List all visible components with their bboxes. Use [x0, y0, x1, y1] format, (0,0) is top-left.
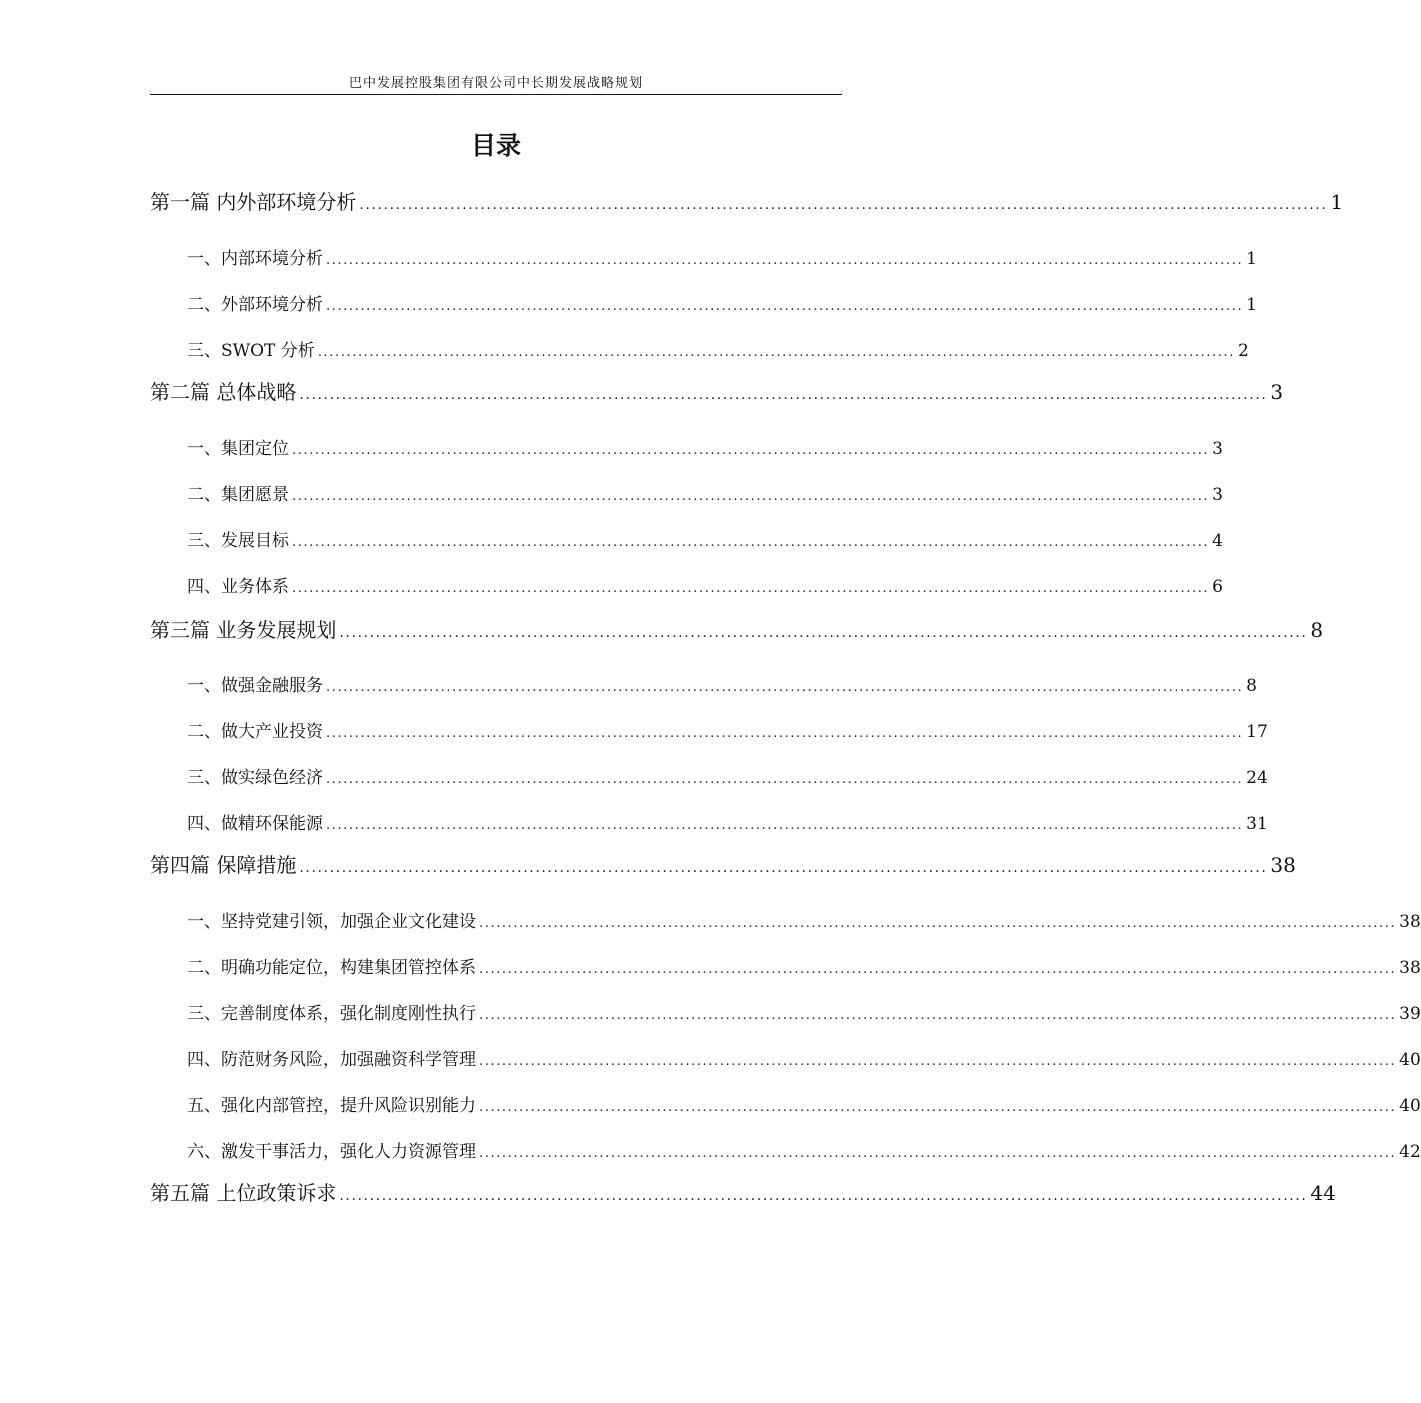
- toc-leader-dots: ................................................................................................................................................................: [317, 345, 1235, 360]
- toc-page-number: 4: [1212, 531, 1223, 551]
- toc-entry-title: 第五篇 上位政策诉求: [150, 1181, 337, 1205]
- toc-section[interactable]: [187, 907, 1421, 932]
- toc-page-number: 8: [1246, 676, 1257, 696]
- toc-entry-title: 三、做实绿色经济: [187, 768, 323, 788]
- toc-entry-title: 二、外部环境分析: [187, 295, 323, 315]
- toc-page-number: 3: [1212, 485, 1223, 505]
- toc-leader-dots: ................................................................................................................................................................: [339, 625, 1308, 641]
- toc-entry-title: 一、集团定位: [187, 439, 289, 459]
- toc-leader-dots: ................................................................................................................................................................: [479, 1054, 1397, 1069]
- toc-leader-dots: ................................................................................................................................................................: [326, 726, 1244, 741]
- toc-page-number: 17: [1246, 722, 1268, 742]
- toc-part-2[interactable]: [150, 376, 1284, 405]
- toc-leader-dots: ................................................................................................................................................................: [299, 860, 1268, 876]
- toc-page-number: 3: [1212, 439, 1223, 459]
- toc-entry-title: 第一篇 内外部环境分析: [150, 190, 357, 214]
- toc-leader-dots: ................................................................................................................................................................: [326, 299, 1244, 314]
- toc-entry-title: 四、防范财务风险，加强融资科学管理: [187, 1050, 476, 1070]
- toc-entry-title: 第二篇 总体战略: [150, 380, 297, 404]
- toc-leader-dots: ................................................................................................................................................................: [299, 387, 1268, 403]
- toc-entry-title: 五、强化内部管控，提升风险识别能力: [187, 1096, 476, 1116]
- toc-section[interactable]: [187, 526, 1223, 551]
- toc-entry-title: 一、坚持党建引领，加强企业文化建设: [187, 912, 476, 932]
- toc-page-number: 3: [1270, 380, 1284, 404]
- toc-leader-dots: ................................................................................................................................................................: [479, 1146, 1397, 1161]
- toc-section[interactable]: [187, 763, 1268, 788]
- toc-page-number: 1: [1246, 249, 1257, 269]
- toc-leader-dots: ................................................................................................................................................................: [479, 1100, 1397, 1115]
- toc-leader-dots: ................................................................................................................................................................: [292, 581, 1210, 596]
- toc-leader-dots: ................................................................................................................................................................: [292, 535, 1210, 550]
- toc-section[interactable]: [187, 717, 1268, 742]
- toc-leader-dots: ................................................................................................................................................................: [292, 443, 1210, 458]
- toc-section[interactable]: [187, 244, 1257, 269]
- toc-entry-title: 四、做精环保能源: [187, 814, 323, 834]
- toc-leader-dots: ................................................................................................................................................................: [479, 1008, 1397, 1023]
- toc-leader-dots: ................................................................................................................................................................: [326, 680, 1244, 695]
- toc-leader-dots: ................................................................................................................................................................: [326, 818, 1244, 833]
- toc-section[interactable]: [187, 1045, 1421, 1070]
- toc-section[interactable]: [187, 953, 1421, 978]
- toc-entry-title: 四、业务体系: [187, 577, 289, 597]
- toc-entry-title: 三、SWOT 分析: [187, 341, 315, 361]
- toc-page-number: 38: [1399, 912, 1421, 932]
- toc-entry-title: 三、完善制度体系，强化制度刚性执行: [187, 1004, 476, 1024]
- toc-page-number: 1: [1246, 295, 1257, 315]
- toc-page-number: 42: [1399, 1142, 1421, 1162]
- toc-section[interactable]: [187, 1137, 1421, 1162]
- toc-section[interactable]: [187, 999, 1421, 1024]
- toc-entry-title: 二、集团愿景: [187, 485, 289, 505]
- toc-page-number: 8: [1310, 618, 1324, 642]
- toc-page-number: 39: [1399, 1004, 1421, 1024]
- toc-page-number: 2: [1237, 341, 1249, 361]
- toc-part-4[interactable]: [150, 849, 1296, 878]
- toc-part-1[interactable]: [150, 186, 1344, 215]
- toc-entry-title: 三、发展目标: [187, 531, 289, 551]
- toc-page-number: 38: [1270, 853, 1296, 877]
- toc-entry-title: 二、做大产业投资: [187, 722, 323, 742]
- toc-section[interactable]: [187, 434, 1223, 459]
- toc-section[interactable]: [187, 809, 1268, 834]
- toc-page-number: 31: [1246, 814, 1268, 834]
- toc-section[interactable]: [187, 671, 1257, 696]
- toc-entry-title: 第三篇 业务发展规划: [150, 618, 337, 642]
- toc-title: 目录: [470, 131, 521, 160]
- toc-page-number: 40: [1399, 1050, 1421, 1070]
- toc-part-3[interactable]: [150, 614, 1324, 643]
- toc-page-number: 1: [1330, 190, 1344, 214]
- toc-entry-title: 六、激发干事活力，强化人力资源管理: [187, 1142, 476, 1162]
- toc-section[interactable]: [187, 480, 1223, 505]
- toc-section[interactable]: [187, 290, 1257, 315]
- toc-part-5[interactable]: [150, 1177, 1336, 1206]
- toc-page-number: 6: [1212, 577, 1223, 597]
- toc-leader-dots: ................................................................................................................................................................: [479, 916, 1397, 931]
- toc-entry-title: 一、内部环境分析: [187, 249, 323, 269]
- toc-entry-title: 第四篇 保障措施: [150, 853, 297, 877]
- toc-section[interactable]: [187, 572, 1223, 597]
- toc-leader-dots: ................................................................................................................................................................: [339, 1188, 1308, 1204]
- toc-leader-dots: ................................................................................................................................................................: [326, 772, 1244, 787]
- toc-page-number: 44: [1310, 1181, 1336, 1205]
- toc-entry-title: 二、明确功能定位，构建集团管控体系: [187, 958, 476, 978]
- toc-section[interactable]: [187, 336, 1249, 361]
- toc-page-number: 24: [1246, 768, 1268, 788]
- toc-page-number: 40: [1399, 1096, 1421, 1116]
- toc-leader-dots: ................................................................................................................................................................: [479, 962, 1397, 977]
- toc-leader-dots: ................................................................................................................................................................: [326, 253, 1244, 268]
- toc-entry-title: 一、做强金融服务: [187, 676, 323, 696]
- toc-leader-dots: ................................................................................................................................................................: [292, 489, 1210, 504]
- toc-leader-dots: ................................................................................................................................................................: [359, 197, 1328, 213]
- running-header: 巴中发展控股集团有限公司中长期发展战略规划: [348, 76, 643, 91]
- toc-page-number: 38: [1399, 958, 1421, 978]
- toc-section[interactable]: [187, 1091, 1421, 1116]
- table-of-contents: [150, 0, 1421, 1403]
